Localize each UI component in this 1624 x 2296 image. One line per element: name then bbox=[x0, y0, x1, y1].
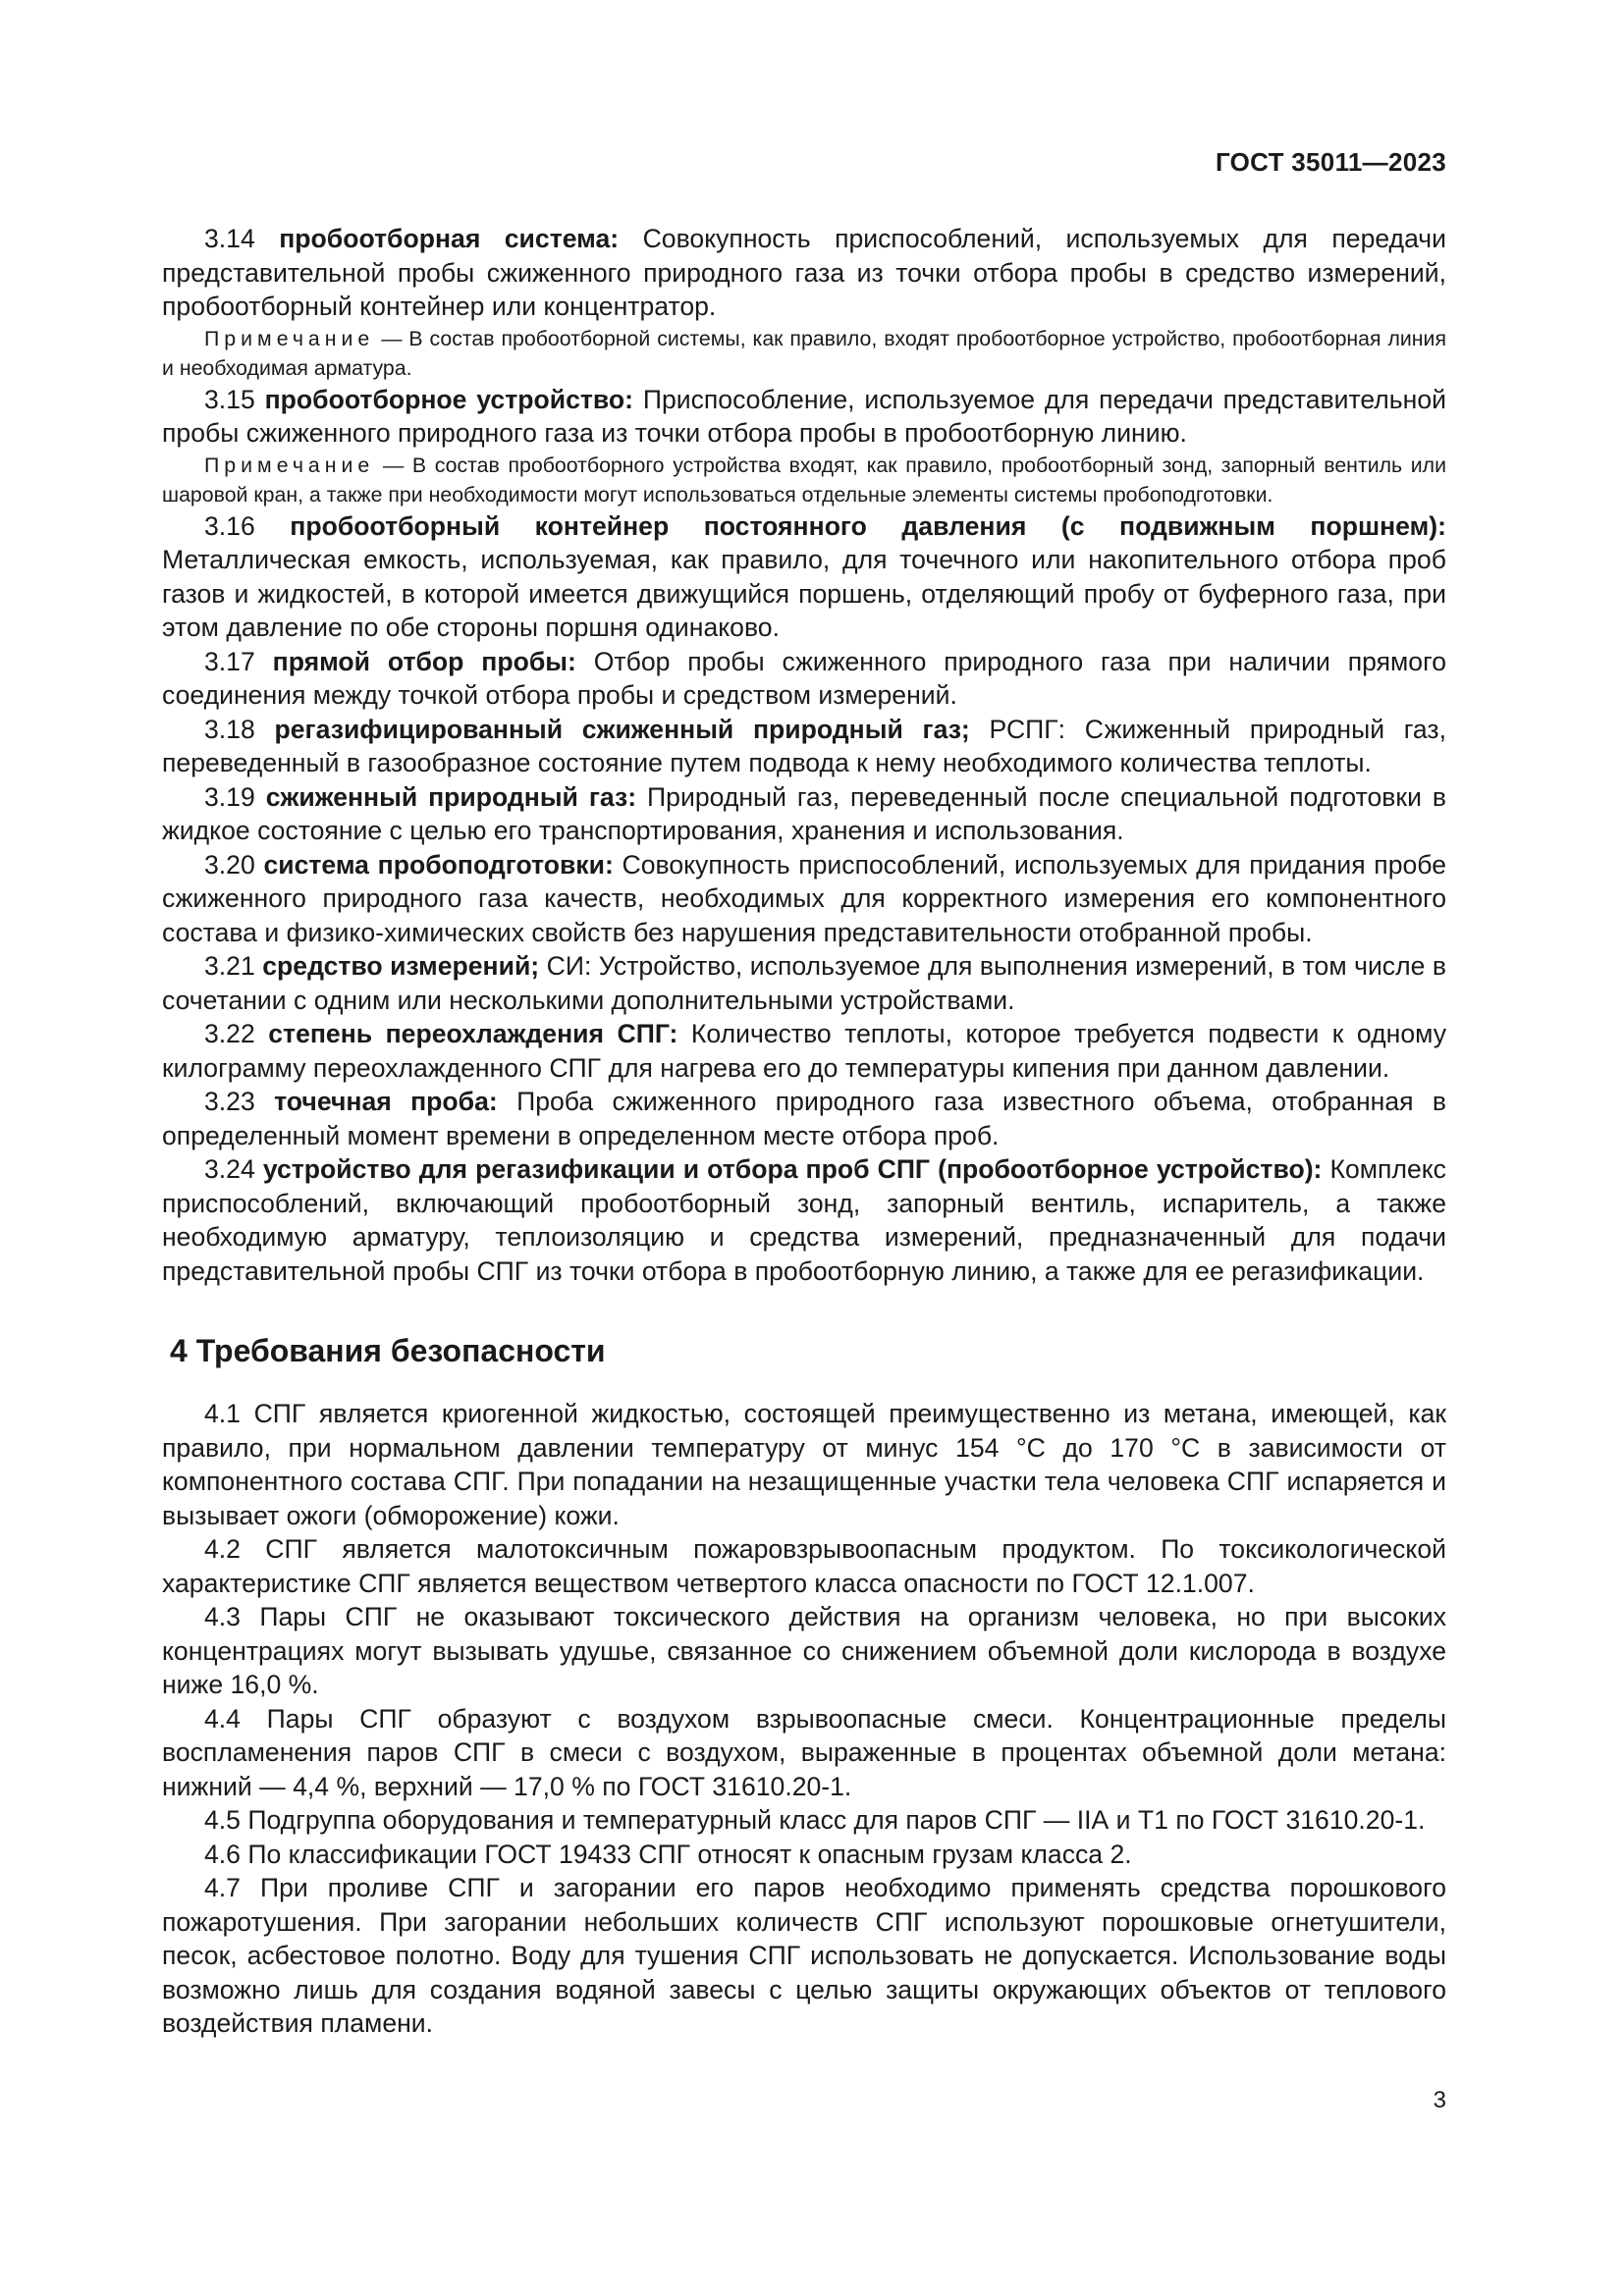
paragraph-4-1: 4.1 СПГ является криогенной жидкостью, состоящей преимущественно из метана, имеющей, как правило, при нормальном давлении температуру от минус 154 °С до 170 °С в зависимости от компонентного состава СПГ. При попадании на незащищенные участки тела человека СПГ испаряется и вызывает ожоги (обморожение) кожи. bbox=[162, 1399, 1446, 1530]
term-title: пробоотборная система: bbox=[279, 224, 620, 253]
term-title: пробоотборное устройство: bbox=[264, 384, 633, 414]
document-number-header: ГОСТ 35011—2023 bbox=[1215, 147, 1446, 177]
section-heading: 4 Требования безопасности bbox=[170, 1333, 606, 1368]
term-3-22: 3.22 степень переохлаждения СПГ: Количество теплоты, которое требуется подвести к одному килограмму переохлажденного СПГ для нагрева его до температуры кипения при данном давлении. bbox=[162, 1019, 1447, 1083]
note-label: Примечание bbox=[204, 453, 375, 477]
term-3-20: 3.20 система пробоподготовки: Совокупность приспособлений, используемых для придания пробе сжиженного природного газа качеств, необходимых для корректного измерения его компонентного состава и физико-химических свойств без нарушения представительности отобранной пробы. bbox=[162, 849, 1446, 947]
term-title: средство измерений; bbox=[262, 951, 540, 981]
term-title: точечная проба: bbox=[274, 1087, 498, 1116]
paragraph-4-6: 4.6 По классификации ГОСТ 19433 СПГ относят к опасным грузам класса 2. bbox=[204, 1839, 1132, 1869]
term-title: прямой отбор пробы: bbox=[272, 646, 576, 676]
term-3-19: 3.19 сжиженный природный газ: Природный газ, переведенный после специальной подготовки в жидкое состояние с целью его транспортирования, хранения и использования. bbox=[162, 781, 1446, 845]
term-title: устройство для регазификации и отбора проб СПГ (пробоотборное устройство): bbox=[262, 1154, 1323, 1184]
paragraph-4-5: 4.5 Подгруппа оборудования и температурный класс для паров СПГ — IIА и Т1 по ГОСТ 31610.20-1. bbox=[204, 1805, 1426, 1835]
paragraph-4-4: 4.4 Пары СПГ образуют с воздухом взрывоопасные смеси. Концентрационные пределы воспламенения паров СПГ в смеси с воздухом, выраженные в процентах объемной доли метана: нижний — 4,4 %, верхний — 17,0 % по ГОСТ 31610.20-1. bbox=[162, 1703, 1446, 1801]
term-3-24: 3.24 устройство для регазификации и отбора проб СПГ (пробоотборное устройство): Комплекс приспособлений, включающий пробоотборный зонд, запорный вентиль, испаритель, а также необходимую арматуру, теплоизоляцию и средства измерений, предназначенный для подачи представительной пробы СПГ из точки отбора в пробоотборную линию, а также для ее регазификации. bbox=[162, 1154, 1446, 1286]
paragraph-4-2: 4.2 СПГ является малотоксичным пожаровзрывоопасным продуктом. По токсикологической характеристике СПГ является веществом четвертого класса опасности по ГОСТ 12.1.007. bbox=[162, 1534, 1446, 1598]
term-3-17: 3.17 прямой отбор пробы: Отбор пробы сжиженного природного газа при наличии прямого соединения между точкой отбора пробы и средством измерений. bbox=[162, 646, 1446, 710]
page-number: 3 bbox=[1433, 2087, 1446, 2113]
term-3-21: 3.21 средство измерений; СИ: Устройство, используемое для выполнения измерений, в том числе в сочетании с одним или несколькими дополнительными устройствами. bbox=[162, 951, 1447, 1015]
note-3-14: Примечание — В состав пробоотборной системы, как правило, входят пробоотборное устройство, пробоотборная линия и необходимая арматура. bbox=[162, 326, 1446, 380]
term-title: сжиженный природный газ: bbox=[265, 781, 637, 812]
note-3-15: Примечание — В состав пробоотборного устройства входят, как правило, пробоотборный зонд, запорный вентиль или шаровой кран, а также при необходимости могут использоваться отдельные элементы системы пробоподготовки. bbox=[162, 453, 1446, 507]
document-page bbox=[162, 0, 1446, 2296]
term-title: пробоотборный контейнер постоянного давления (с подвижным поршнем): bbox=[290, 510, 1446, 541]
term-3-23: 3.23 точечная проба: Проба сжиженного природного газа известного объема, отобранная в определенный момент времени в определенном месте отбора проб. bbox=[162, 1087, 1446, 1150]
term-title: регазифицированный сжиженный природный газ; bbox=[274, 714, 970, 744]
term-title: система пробоподготовки: bbox=[263, 849, 614, 880]
term-title: степень переохлаждения СПГ: bbox=[268, 1019, 678, 1048]
term-3-16: 3.16 пробоотборный контейнер постоянного давления (с подвижным поршнем): Металлическая емкость, используемая, как правило, для точечного или накопительного отбора проб газов и жидкостей, в которой имеется движущийся поршень, отделяющий пробу от буферного газа, при этом давление по обе стороны поршня одинаково. bbox=[162, 510, 1446, 642]
term-3-15: 3.15 пробоотборное устройство: Приспособление, используемое для передачи представительной пробы сжиженного природного газа из точки отбора пробы в пробоотборную линию. bbox=[162, 384, 1446, 448]
term-3-18: 3.18 регазифицированный сжиженный природный газ; РСПГ: Сжиженный природный газ, переведенный в газообразное состояние путем подвода к нему необходимого количества теплоты. bbox=[162, 714, 1446, 777]
page-content bbox=[162, 222, 1446, 2041]
paragraph-4-3: 4.3 Пары СПГ не оказывают токсического действия на организм человека, но при высоких концентрациях могут вызывать удушье, связанное со снижением объемной доли кислорода в воздухе ниже 16,0 %. bbox=[162, 1602, 1446, 1699]
paragraph-4-7: 4.7 При проливе СПГ и загорании его паров необходимо применять средства порошкового пожаротушения. При загорании небольших количеств СПГ используют порошковые огнетушители, песок, асбестовое полотно. Воду для тушения СПГ использовать не допускается. Использование воды возможно лишь для создания водяной завесы с целью защиты окружающих объектов от теплового воздействия пламени. bbox=[162, 1873, 1446, 2038]
term-3-14: 3.14 пробоотборная система: Совокупность приспособлений, используемых для передачи представительной пробы сжиженного природного газа из точки отбора пробы в средство измерений, пробоотборный контейнер или концентратор. bbox=[162, 224, 1446, 321]
note-label: Примечание bbox=[204, 326, 375, 350]
